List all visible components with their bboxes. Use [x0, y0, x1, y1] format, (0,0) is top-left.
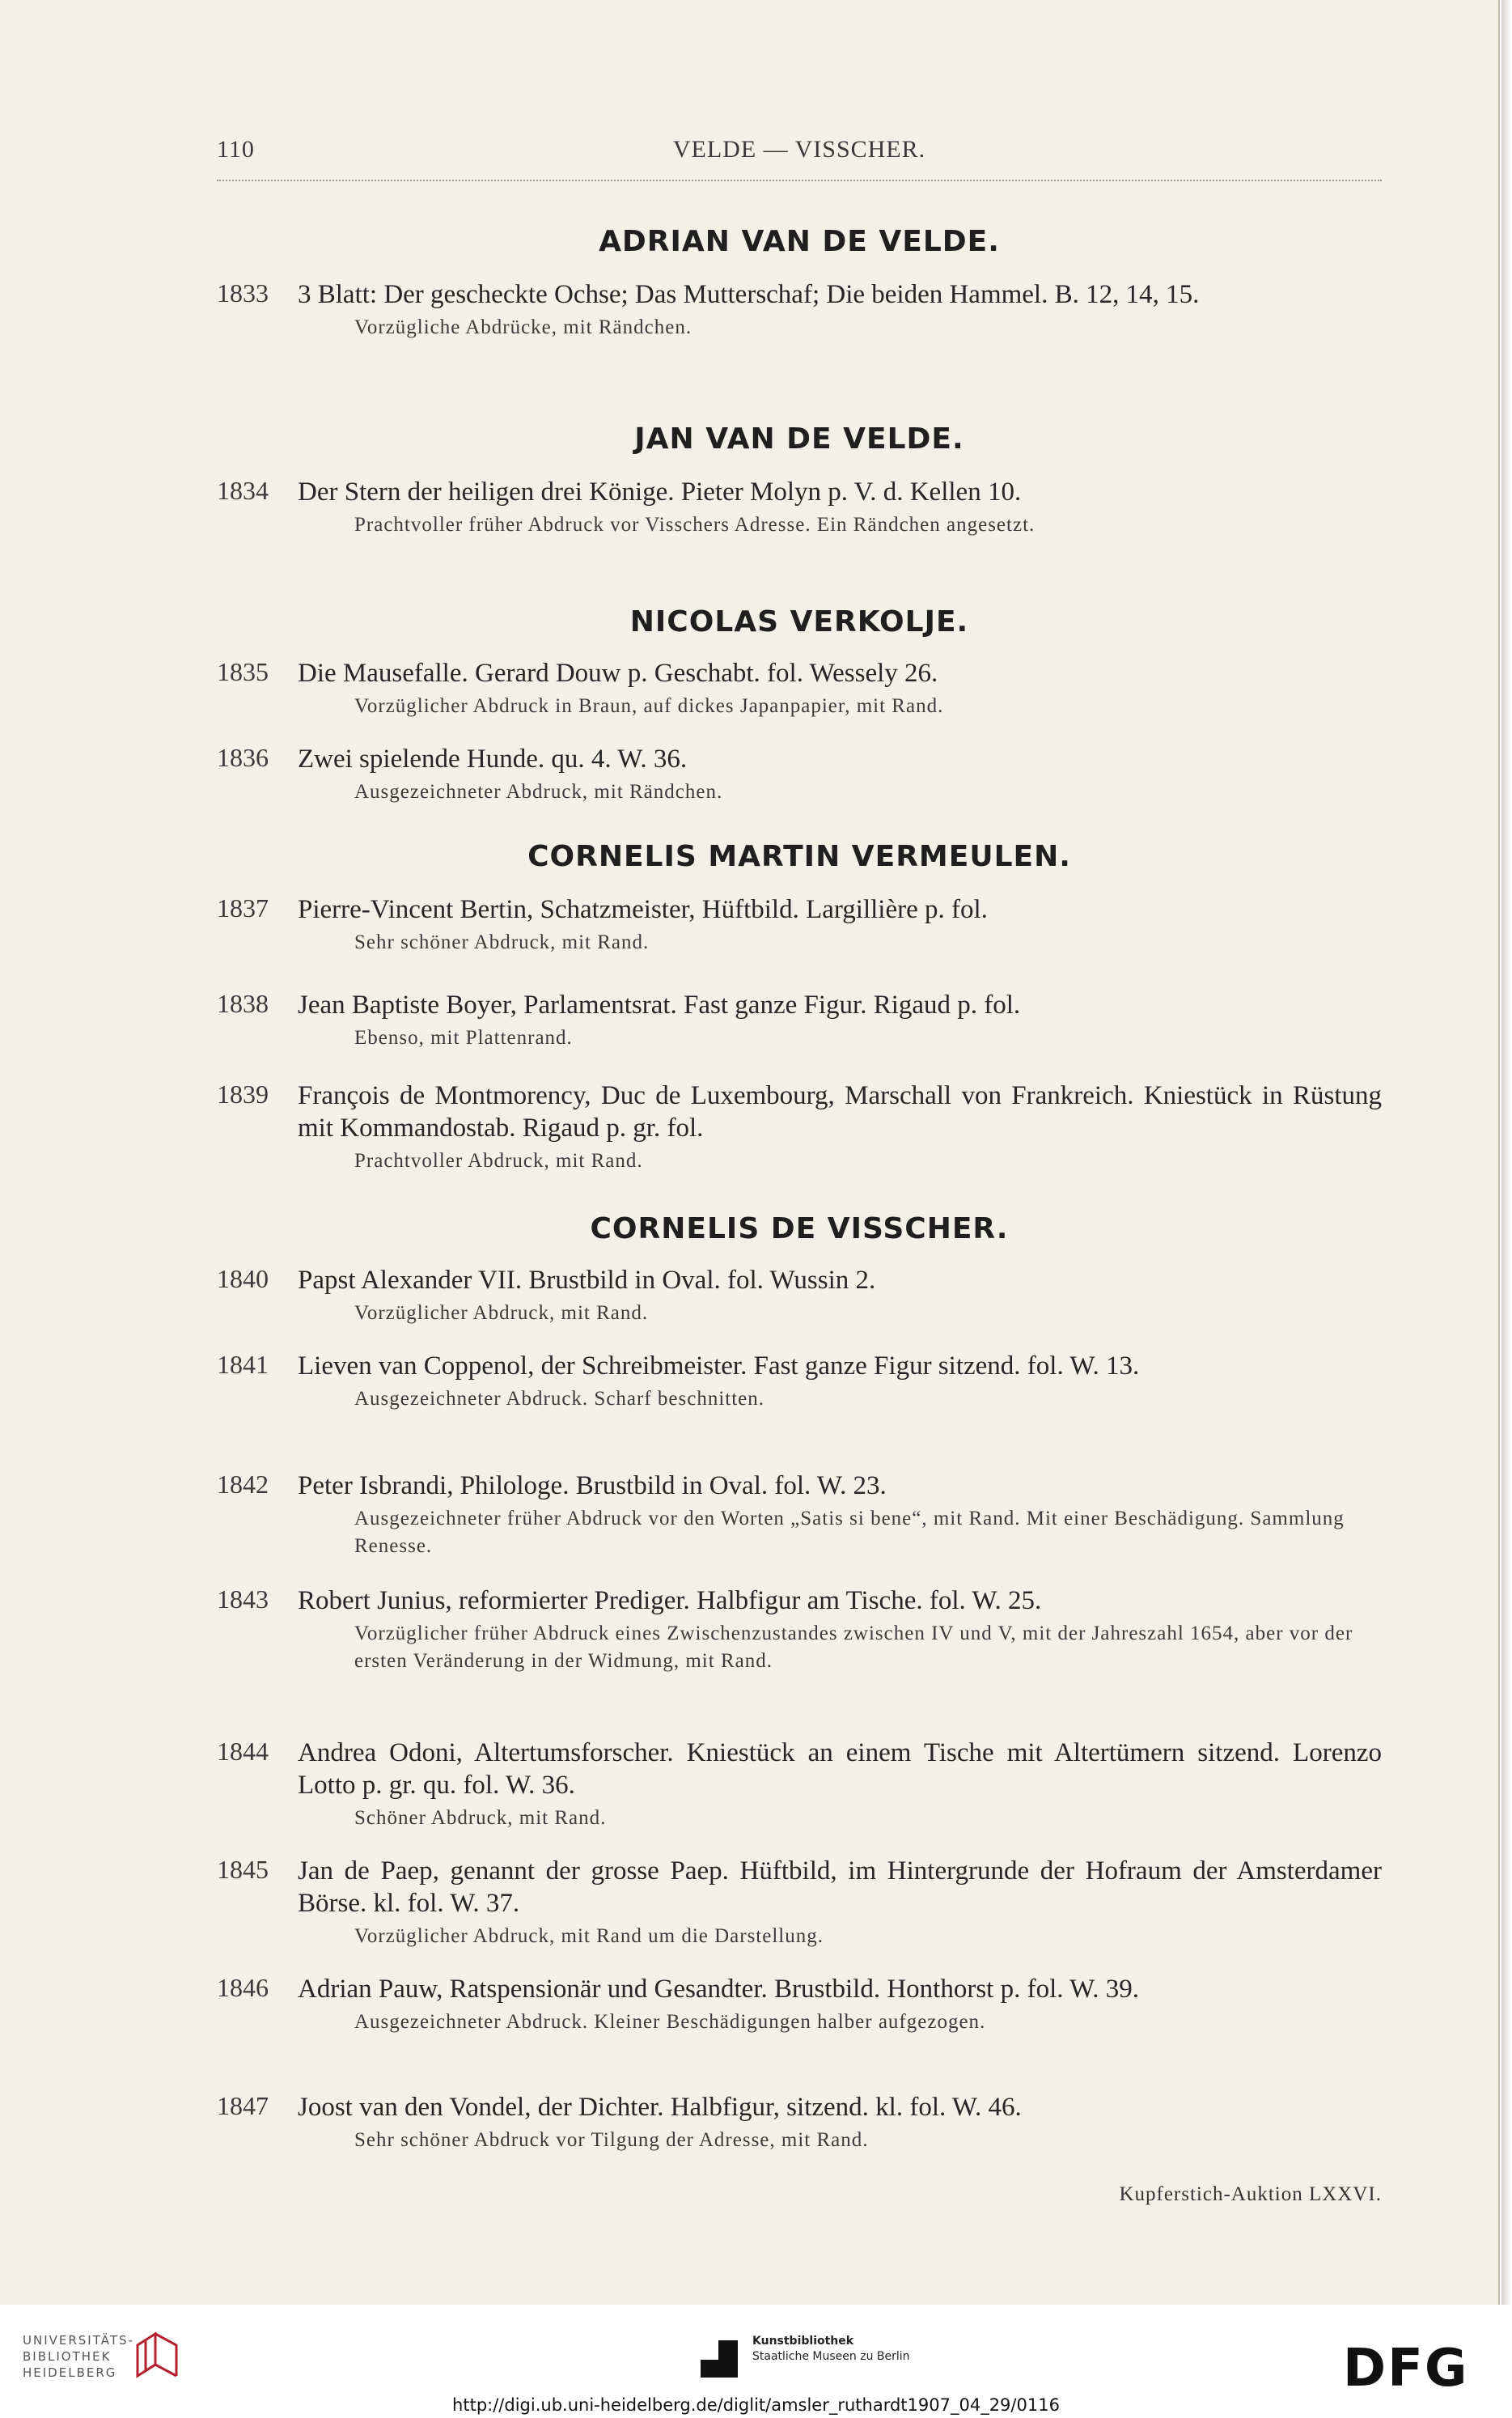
entry-1847: [217, 2091, 1382, 2154]
entry-1840: [217, 1264, 1382, 1327]
entry-text: Lieven van Coppenol, der Schreibmeister. Fast ganze Figur sitzend. fol. W. 13.: [298, 1351, 1140, 1381]
entry-note: Vorzüglicher Abdruck, mit Rand.: [354, 1302, 649, 1324]
entry-text: Jean Baptiste Boyer, Parlamentsrat. Fast ganze Figur. Rigaud p. fol.: [298, 991, 1021, 1020]
entry-text: Adrian Pauw, Ratspensionär und Gesandter. Brustbild. Honthorst p. fol. W. 39.: [298, 1975, 1140, 2004]
entry-note: Ausgezeichneter früher Abdruck vor den Worten „Satis si bene“, mit Rand. Mit einer Beschädigung. Sammlung Renesse.: [354, 1508, 1345, 1557]
entry-number: 1837: [217, 893, 269, 923]
entry-1833: [217, 278, 1382, 341]
catalog-mark: Kupferstich-Auktion LXXVI.: [1119, 2183, 1382, 2205]
entry-text: François de Montmorency, Duc de Luxembourg, Marschall von Frankreich. Kniestück in Rüstung mit Kommandostab. Rigaud p. gr. fol.: [298, 1081, 1382, 1143]
university-library-name[interactable]: UNIVERSITÄTS- BIBLIOTHEK HEIDELBERG: [23, 2333, 134, 2380]
entry-text: Zwei spielende Hunde. qu. 4. W. 36.: [298, 744, 688, 774]
entry-note: Schöner Abdruck, mit Rand.: [354, 1807, 607, 1829]
entry-number: 1841: [217, 1350, 269, 1379]
entry-1841: [217, 1350, 1382, 1413]
entry-number: 1843: [217, 1584, 269, 1614]
page-number: 110: [217, 136, 255, 163]
entry-text: Peter Isbrandi, Philologe. Brustbild in Oval. fol. W. 23.: [298, 1471, 887, 1500]
entry-1843: [217, 1584, 1382, 1675]
entry-note: Prachtvoller Abdruck, mit Rand.: [354, 1150, 643, 1172]
entry-note: Sehr schöner Abdruck, mit Rand.: [354, 931, 650, 953]
entry-1842: [217, 1470, 1382, 1560]
entry-1845: [217, 1855, 1382, 1950]
kunstbibliothek-logo-icon[interactable]: [696, 2335, 741, 2381]
entry-1838: [217, 989, 1382, 1052]
entry-note: Prachtvoller früher Abdruck vor Visschers Adresse. Ein Rändchen angesetzt.: [354, 514, 1036, 536]
entry-text: Jan de Paep, genannt der grosse Paep. Hüftbild, im Hintergrunde der Hofraum der Amsterdamer Börse. kl. fol. W. 37.: [298, 1856, 1382, 1918]
entry-1834: [217, 476, 1382, 539]
running-title: VELDE — VISSCHER.: [672, 136, 926, 163]
entry-text: 3 Blatt: Der gescheckte Ochse; Das Mutterschaf; Die beiden Hammel. B. 12, 14, 15.: [298, 280, 1200, 309]
page-edge: [1501, 0, 1512, 2305]
entry-1846: [217, 1973, 1382, 2036]
header-rule: [217, 180, 1382, 181]
dfg-logo[interactable]: DFG: [1343, 2339, 1469, 2399]
section-title-jan-van-de-velde: JAN VAN DE VELDE.: [634, 422, 964, 456]
entry-number: 1845: [217, 1855, 269, 1884]
entry-note: Vorzüglicher früher Abdruck eines Zwischenzustandes zwischen IV und V, mit der Jahreszahl 1654, aber vor der ersten Veränderung in der Widmung, mit Rand.: [354, 1623, 1353, 1672]
section-title-nicolas-verkolje: NICOLAS VERKOLJE.: [629, 605, 969, 638]
entry-text: Andrea Odoni, Altertumsforscher. Kniestück an einem Tische mit Altertümern sitzend. Lorenzo Lotto p. gr. qu. fol. W. 36.: [298, 1738, 1382, 1800]
permalink-url[interactable]: http://digi.ub.uni-heidelberg.de/diglit/amsler_ruthardt1907_04_29/0116: [452, 2395, 1060, 2415]
viewer-footer: [0, 2305, 1512, 2418]
entry-note: Vorzügliche Abdrücke, mit Rändchen.: [354, 316, 692, 338]
entry-note: Ebenso, mit Plattenrand.: [354, 1027, 573, 1049]
section-title-cornelis-martin-vermeulen: CORNELIS MARTIN VERMEULEN.: [527, 840, 1071, 873]
entry-1839: [217, 1080, 1382, 1175]
entry-number: 1835: [217, 657, 269, 686]
entry-number: 1844: [217, 1737, 269, 1766]
entry-number: 1838: [217, 989, 269, 1018]
entry-text: Der Stern der heiligen drei Könige. Pieter Molyn p. V. d. Kellen 10.: [298, 477, 1022, 507]
entry-note: Ausgezeichneter Abdruck. Kleiner Beschädigungen halber aufgezogen.: [354, 2011, 986, 2033]
entry-text: Pierre-Vincent Bertin, Schatzmeister, Hüftbild. Largillière p. fol.: [298, 895, 988, 924]
entry-note: Vorzüglicher Abdruck in Braun, auf dickes Japanpapier, mit Rand.: [354, 695, 944, 717]
entry-number: 1847: [217, 2091, 269, 2120]
entry-text: Die Mausefalle. Gerard Douw p. Geschabt. fol. Wessely 26.: [298, 659, 938, 688]
entry-number: 1842: [217, 1470, 269, 1499]
entry-number: 1839: [217, 1080, 269, 1109]
entry-number: 1833: [217, 278, 269, 308]
entry-text: Robert Junius, reformierter Prediger. Halbfigur am Tische. fol. W. 25.: [298, 1586, 1042, 1615]
entry-text: Papst Alexander VII. Brustbild in Oval. fol. Wussin 2.: [298, 1266, 876, 1295]
entry-number: 1840: [217, 1264, 269, 1293]
entry-1844: [217, 1737, 1382, 1832]
section-title-cornelis-de-visscher: CORNELIS DE VISSCHER.: [590, 1212, 1009, 1245]
entry-1837: [217, 893, 1382, 957]
entry-number: 1834: [217, 476, 269, 505]
entry-number: 1836: [217, 743, 269, 772]
entry-note: Vorzüglicher Abdruck, mit Rand um die Darstellung.: [354, 1925, 824, 1947]
section-title-adrian-van-de-velde: ADRIAN VAN DE VELDE.: [599, 225, 1000, 258]
entry-1835: [217, 657, 1382, 720]
entry-note: Ausgezeichneter Abdruck. Scharf beschnitten.: [354, 1388, 765, 1410]
entry-1836: [217, 743, 1382, 806]
entry-number: 1846: [217, 1973, 269, 2002]
entry-text: Joost van den Vondel, der Dichter. Halbfigur, sitzend. kl. fol. W. 46.: [298, 2093, 1022, 2122]
entry-note: Sehr schöner Abdruck vor Tilgung der Adresse, mit Rand.: [354, 2129, 869, 2151]
entry-note: Ausgezeichneter Abdruck, mit Rändchen.: [354, 781, 723, 803]
kunstbibliothek-text: Kunstbibliothek Staatliche Museen zu Berlin: [752, 2335, 910, 2363]
university-logo-icon[interactable]: [131, 2329, 184, 2382]
